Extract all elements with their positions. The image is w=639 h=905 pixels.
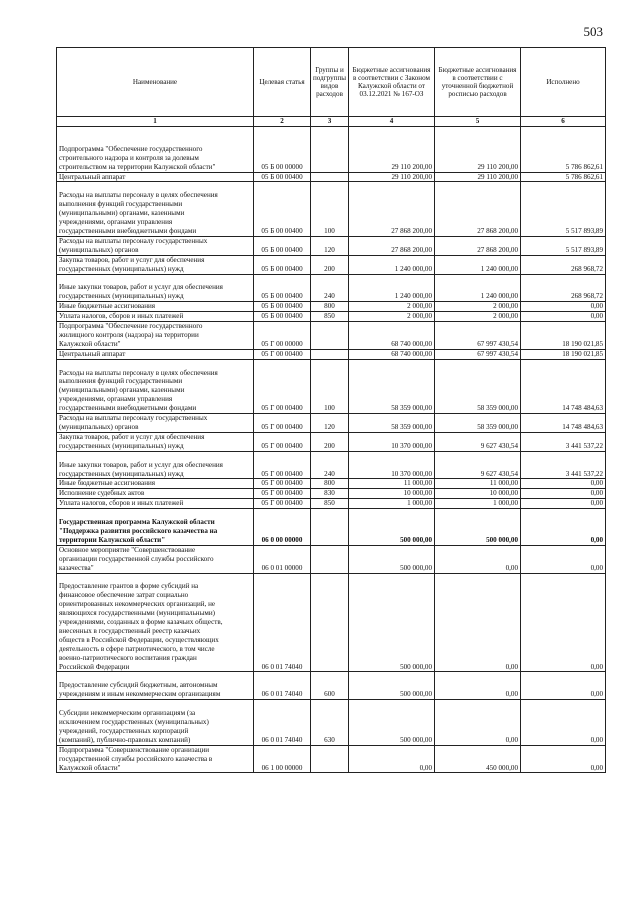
header-law-allocations: Бюджетные ассигнования в соответствии с Законом Калужской области от 03.12.2021 № 167-ОЗ (349, 48, 435, 117)
row-law-amount: 11 000,00 (349, 479, 435, 489)
row-law-amount: 29 110 200,00 (349, 127, 435, 173)
row-name-line: (муниципальных) органов (59, 245, 139, 254)
row-name-line: государственными внебюджетными фондами (59, 226, 197, 235)
row-revised-amount: 29 110 200,00 (435, 172, 521, 182)
row-name-line: учреждениями, созданных в форме казачьих обществ, (59, 618, 223, 627)
row-expense-group: 120 (311, 414, 349, 433)
row-expense-group: 600 (311, 672, 349, 700)
row-law-amount: 27 868 200,00 (349, 182, 435, 236)
row-expense-group: 830 (311, 489, 349, 499)
row-executed-amount: 0,00 (521, 479, 606, 489)
row-revised-amount: 10 000,00 (435, 489, 521, 499)
row-executed-amount: 3 441 537,22 (521, 432, 606, 451)
row-revised-amount: 11 000,00 (435, 479, 521, 489)
row-executed-amount: 18 190 021,85 (521, 322, 606, 350)
row-name (57, 236, 254, 255)
table-row (57, 302, 606, 312)
row-name-line: Уплата налогов, сборов и иных платежей (59, 499, 184, 508)
row-revised-amount: 9 627 430,54 (435, 451, 521, 479)
row-name-line: учреждениями, органами управления (59, 395, 173, 404)
row-expense-group: 240 (311, 451, 349, 479)
row-name (57, 451, 254, 479)
row-name-line: учреждений, государственных корпораций (59, 726, 189, 735)
row-revised-amount: 500 000,00 (435, 509, 521, 546)
row-name-line: учреждениям и иным некоммерческим организациям (59, 690, 221, 699)
row-executed-amount: 18 190 021,85 (521, 349, 606, 359)
row-name-line: жилищного контроля (надзора) на территории (59, 330, 199, 339)
row-name-line: учреждениями, органами управления (59, 218, 173, 227)
row-revised-amount: 0,00 (435, 672, 521, 700)
row-name-line: Центральный аппарат (59, 172, 126, 181)
row-law-amount: 0,00 (349, 745, 435, 773)
column-number-row (57, 117, 606, 127)
row-name-line: (муниципальных) органов (59, 423, 139, 431)
row-target-code: 05 Г 00 00400 (254, 479, 311, 489)
row-expense-group (311, 172, 349, 182)
table-row (57, 255, 606, 274)
table-row (57, 700, 606, 746)
row-name (57, 322, 254, 350)
row-law-amount: 2 000,00 (349, 312, 435, 322)
column-number: 2 (254, 117, 311, 127)
row-executed-amount: 5 517 893,89 (521, 236, 606, 255)
row-name-line: Калужской области" (59, 763, 121, 772)
row-expense-group: 850 (311, 499, 349, 509)
row-name-line: территории Калужской области" (59, 535, 166, 544)
row-revised-amount: 58 359 000,00 (435, 414, 521, 433)
row-name (57, 255, 254, 274)
row-law-amount: 68 740 000,00 (349, 349, 435, 359)
table-row (57, 672, 606, 700)
row-executed-amount: 0,00 (521, 489, 606, 499)
row-name (57, 172, 254, 182)
row-target-code: 05 Б 00 00000 (254, 127, 311, 173)
row-name (57, 349, 254, 359)
row-name-line: финансовое обеспечение затрат социально (59, 591, 189, 600)
row-name-line: Субсидии некоммерческим организациям (за (59, 709, 196, 718)
table-row (57, 349, 606, 359)
row-expense-group (311, 545, 349, 573)
column-number: 3 (311, 117, 349, 127)
row-revised-amount: 58 359 000,00 (435, 359, 521, 413)
row-name (57, 479, 254, 489)
page-number: 503 (583, 24, 603, 39)
row-executed-amount: 268 968,72 (521, 274, 606, 302)
table-body (57, 127, 606, 773)
table-header-row (57, 48, 606, 117)
row-executed-amount: 0,00 (521, 509, 606, 546)
row-revised-amount: 1 240 000,00 (435, 255, 521, 274)
row-target-code: 05 Г 00 00400 (254, 432, 311, 451)
row-name-line: Закупка товаров, работ и услуг для обеспечения (59, 255, 205, 264)
row-executed-amount: 0,00 (521, 700, 606, 746)
row-revised-amount: 67 997 430,54 (435, 322, 521, 350)
row-target-code: 05 Б 00 00400 (254, 236, 311, 255)
column-number: 5 (435, 117, 521, 127)
row-revised-amount: 0,00 (435, 700, 521, 746)
row-law-amount: 58 359 000,00 (349, 359, 435, 413)
row-revised-amount: 2 000,00 (435, 302, 521, 312)
row-name-line: Уплата налогов, сборов и иных платежей (59, 312, 184, 321)
row-target-code: 05 Г 00 00400 (254, 359, 311, 413)
row-target-code: 05 Г 00 00400 (254, 489, 311, 499)
table-row (57, 274, 606, 302)
row-name-line: выполнения функций государственными (59, 377, 183, 386)
row-revised-amount: 2 000,00 (435, 312, 521, 322)
row-executed-amount: 0,00 (521, 499, 606, 509)
row-name (57, 489, 254, 499)
header-name: Наименование (57, 48, 254, 117)
row-executed-amount: 14 748 484,63 (521, 359, 606, 413)
row-expense-group (311, 573, 349, 672)
row-name-line (59, 360, 251, 369)
row-revised-amount: 27 868 200,00 (435, 182, 521, 236)
row-name-line (59, 275, 251, 284)
row-name (57, 499, 254, 509)
row-name-line: ориентированных некоммерческих организаций, не (59, 600, 216, 609)
row-revised-amount: 0,00 (435, 573, 521, 672)
row-revised-amount: 450 000,00 (435, 745, 521, 773)
row-name-line (59, 127, 251, 136)
row-executed-amount: 3 441 537,22 (521, 451, 606, 479)
table-row (57, 745, 606, 773)
row-expense-group (311, 745, 349, 773)
column-number: 1 (57, 117, 254, 127)
row-name (57, 432, 254, 451)
row-target-code: 06 0 01 00000 (254, 545, 311, 573)
row-name-line: государственной службы российского казачества в (59, 754, 213, 763)
row-target-code: 05 Б 00 00400 (254, 182, 311, 236)
row-name (57, 545, 254, 573)
row-expense-group (311, 349, 349, 359)
row-name (57, 182, 254, 236)
row-expense-group (311, 322, 349, 350)
row-name-line: государственных (муниципальных) нужд (59, 469, 184, 478)
row-name (57, 302, 254, 312)
row-name-line: выполнения функций государственными (59, 200, 183, 209)
row-revised-amount: 1 000,00 (435, 499, 521, 509)
row-target-code: 06 1 00 00000 (254, 745, 311, 773)
row-name-line: Российской Федерации (59, 662, 130, 671)
row-law-amount: 1 240 000,00 (349, 274, 435, 302)
table-row (57, 172, 606, 182)
row-name-line: Подпрограмма "Совершенствование организации (59, 745, 210, 754)
row-name-line: (компаний), публично-правовых компаний) (59, 735, 191, 744)
table-row (57, 509, 606, 546)
table-row (57, 127, 606, 173)
row-expense-group: 100 (311, 359, 349, 413)
row-executed-amount: 0,00 (521, 545, 606, 573)
row-name (57, 573, 254, 672)
row-name (57, 127, 254, 173)
row-law-amount: 58 359 000,00 (349, 414, 435, 433)
row-name-line: государственными внебюджетными фондами (59, 404, 197, 413)
row-revised-amount: 9 627 430,54 (435, 432, 521, 451)
row-law-amount: 500 000,00 (349, 545, 435, 573)
row-name-line: исключением государственных (муниципальных) (59, 718, 209, 726)
table-row (57, 451, 606, 479)
row-name-line: Иные закупки товаров, работ и услуг для обеспечения (59, 283, 223, 292)
row-name-line (59, 136, 251, 145)
row-expense-group: 850 (311, 312, 349, 322)
row-name-line: казачества" (59, 563, 94, 572)
row-executed-amount: 268 968,72 (521, 255, 606, 274)
table-row (57, 499, 606, 509)
row-executed-amount: 5 517 893,89 (521, 182, 606, 236)
row-expense-group: 240 (311, 274, 349, 302)
row-name-line: Подпрограмма "Обеспечение государственного (59, 322, 203, 331)
row-target-code: 06 0 01 74040 (254, 573, 311, 672)
row-name (57, 414, 254, 433)
row-name-line: государственных (муниципальных) нужд (59, 292, 184, 301)
row-name-line: Расходы на выплаты персоналу государственных (59, 236, 208, 245)
table-row (57, 479, 606, 489)
row-revised-amount: 0,00 (435, 545, 521, 573)
row-name (57, 672, 254, 700)
row-target-code: 05 Б 00 00400 (254, 302, 311, 312)
row-law-amount: 10 370 000,00 (349, 451, 435, 479)
row-expense-group: 630 (311, 700, 349, 746)
row-target-code: 05 Б 00 00400 (254, 274, 311, 302)
table-row (57, 545, 606, 573)
row-name-line: Калужской области" (59, 339, 121, 348)
row-name-line: государственных (муниципальных) нужд (59, 441, 184, 450)
row-target-code: 06 0 01 74040 (254, 700, 311, 746)
row-executed-amount: 0,00 (521, 573, 606, 672)
row-expense-group (311, 509, 349, 546)
row-name (57, 312, 254, 322)
row-name-line: Иные бюджетные ассигнования (59, 479, 156, 488)
row-name-line: Центральный аппарат (59, 349, 126, 358)
row-name-line: (муниципальными) органами, казенными (59, 386, 185, 395)
row-name-line: Предоставление грантов в форме субсидий на (59, 582, 199, 591)
row-name-line (59, 700, 251, 709)
row-name-line: "Поддержка развития российского казачества на (59, 526, 218, 535)
row-target-code: 05 Б 00 00400 (254, 172, 311, 182)
table-row (57, 322, 606, 350)
row-target-code: 05 Г 00 00400 (254, 499, 311, 509)
header-expense-group: Группы и подгруппы видов расходов (311, 48, 349, 117)
row-name-line: Государственная программа Калужской области (59, 518, 215, 527)
row-expense-group: 120 (311, 236, 349, 255)
row-name-line: деятельность в сфере патриотического, в том числе (59, 644, 215, 653)
row-law-amount: 29 110 200,00 (349, 172, 435, 182)
row-name-line: государственных (муниципальных) нужд (59, 264, 184, 273)
row-target-code: 05 Г 00 00000 (254, 322, 311, 350)
row-law-amount: 2 000,00 (349, 302, 435, 312)
table-row (57, 359, 606, 413)
row-name-line: организации государственной службы российского (59, 554, 214, 563)
table-row (57, 312, 606, 322)
row-target-code: 05 Г 00 00400 (254, 451, 311, 479)
row-name-line: Иные закупки товаров, работ и услуг для обеспечения (59, 460, 223, 469)
row-expense-group: 100 (311, 182, 349, 236)
row-target-code: 05 Г 00 00400 (254, 414, 311, 433)
row-name (57, 274, 254, 302)
row-name (57, 359, 254, 413)
row-name (57, 700, 254, 746)
row-name-line: строительного надзора и контроля за долевым (59, 153, 199, 162)
row-target-code: 05 Б 00 00400 (254, 255, 311, 274)
row-target-code: 05 Г 00 00400 (254, 349, 311, 359)
row-executed-amount: 0,00 (521, 745, 606, 773)
row-law-amount: 68 740 000,00 (349, 322, 435, 350)
row-name-line (59, 509, 251, 518)
row-name-line: строительством на территории Калужской области" (59, 162, 216, 171)
row-law-amount: 1 000,00 (349, 499, 435, 509)
row-name-line: внесенных в государственный реестр казачьих (59, 626, 201, 635)
row-executed-amount: 0,00 (521, 312, 606, 322)
row-law-amount: 10 000,00 (349, 489, 435, 499)
row-law-amount: 10 370 000,00 (349, 432, 435, 451)
table-row (57, 573, 606, 672)
row-expense-group: 200 (311, 255, 349, 274)
row-expense-group: 200 (311, 432, 349, 451)
row-name (57, 509, 254, 546)
row-name-line: Расходы на выплаты персоналу в целях обеспечения (59, 368, 218, 377)
row-name-line (59, 574, 251, 583)
row-law-amount: 500 000,00 (349, 700, 435, 746)
row-law-amount: 27 868 200,00 (349, 236, 435, 255)
row-name-line: Расходы на выплаты персоналу в целях обеспечения (59, 191, 218, 200)
table-row (57, 489, 606, 499)
header-executed: Исполнено (521, 48, 606, 117)
row-name-line (59, 672, 251, 681)
row-law-amount: 500 000,00 (349, 672, 435, 700)
row-executed-amount: 0,00 (521, 302, 606, 312)
row-name (57, 745, 254, 773)
row-executed-amount: 5 786 862,61 (521, 172, 606, 182)
table-row (57, 236, 606, 255)
budget-execution-table (56, 47, 606, 773)
row-name-line: Закупка товаров, работ и услуг для обеспечения (59, 432, 205, 441)
column-number: 6 (521, 117, 606, 127)
row-executed-amount: 5 786 862,61 (521, 127, 606, 173)
column-number: 4 (349, 117, 435, 127)
row-expense-group: 800 (311, 302, 349, 312)
row-revised-amount: 27 868 200,00 (435, 236, 521, 255)
row-name-line: Предоставление субсидий бюджетным, автономным (59, 681, 218, 690)
table-row (57, 432, 606, 451)
row-name-line: обществ в Российской Федерации, осуществляющих (59, 635, 219, 644)
row-law-amount: 500 000,00 (349, 509, 435, 546)
row-name-line: (муниципальными) органами, казенными (59, 209, 185, 218)
row-executed-amount: 14 748 484,63 (521, 414, 606, 433)
row-law-amount: 1 240 000,00 (349, 255, 435, 274)
row-name-line: военно-патриотического воспитания граждан (59, 653, 197, 662)
row-name-line: Основное мероприятие "Совершенствование (59, 545, 196, 554)
row-expense-group (311, 127, 349, 173)
row-expense-group: 800 (311, 479, 349, 489)
row-target-code: 06 0 01 74040 (254, 672, 311, 700)
row-name-line: являющихся государственными (муниципальными) (59, 609, 216, 618)
table-row (57, 414, 606, 433)
row-name-line (59, 182, 251, 191)
row-revised-amount: 29 110 200,00 (435, 127, 521, 173)
header-target-article: Целевая статья (254, 48, 311, 117)
row-revised-amount: 1 240 000,00 (435, 274, 521, 302)
row-target-code: 05 Б 00 00400 (254, 312, 311, 322)
row-name-line (59, 452, 251, 461)
row-target-code: 06 0 00 00000 (254, 509, 311, 546)
row-revised-amount: 67 997 430,54 (435, 349, 521, 359)
row-name-line: Подпрограмма "Обеспечение государственного (59, 144, 203, 153)
header-revised-allocations: Бюджетные ассигнования в соответствии с уточненной бюджетной росписью расходов (435, 48, 521, 117)
row-name-line: Иные бюджетные ассигнования (59, 302, 156, 311)
table-row (57, 182, 606, 236)
row-name-line: Исполнение судебных актов (59, 489, 145, 498)
row-law-amount: 500 000,00 (349, 573, 435, 672)
row-name-line: Расходы на выплаты персоналу государственных (59, 414, 208, 423)
row-executed-amount: 0,00 (521, 672, 606, 700)
